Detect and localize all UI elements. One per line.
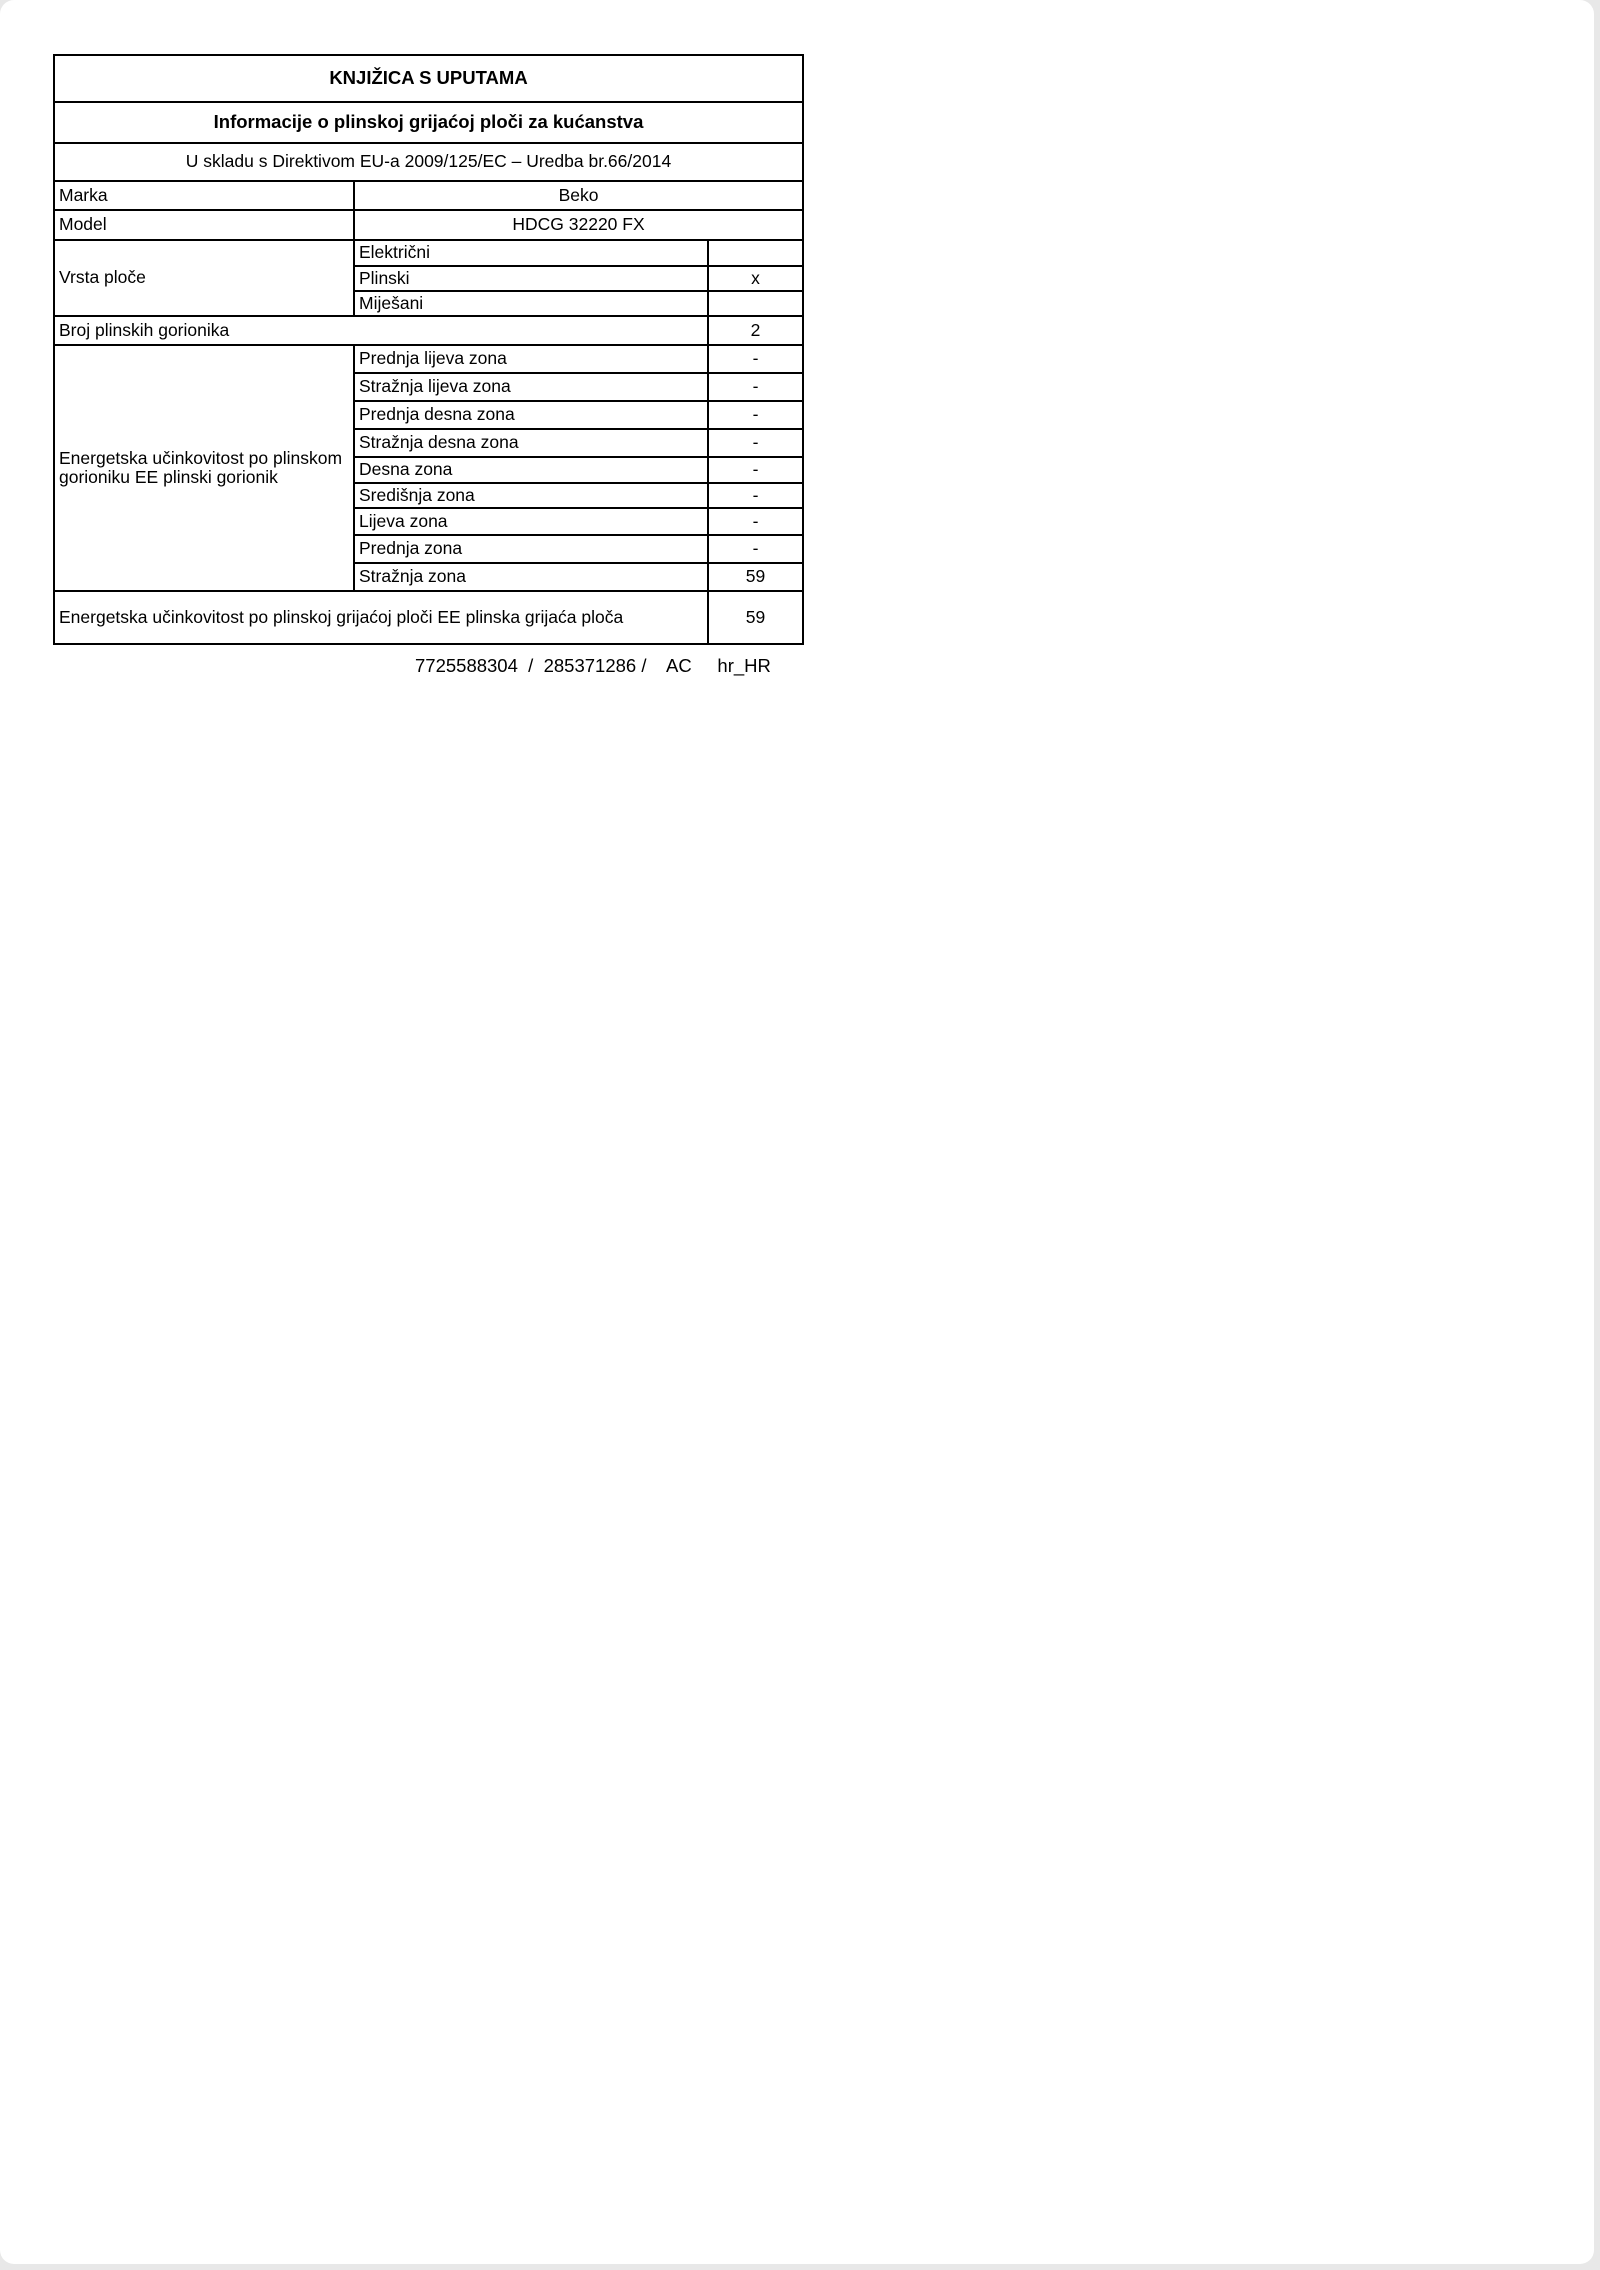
hob-efficiency-value: 59 [708,591,803,644]
hob-type-option-label: Električni [354,240,708,266]
zone-label: Prednja desna zona [354,401,708,429]
hob-type-label: Vrsta ploče [54,240,354,316]
model-value: HDCG 32220 FX [354,210,803,240]
hob-type-option-label: Miješani [354,291,708,316]
product-info-table [53,54,804,645]
hob-type-option-label: Plinski [354,266,708,291]
zone-label: Prednja zona [354,535,708,563]
zone-value: - [708,457,803,483]
burner-efficiency-label: Energetska učinkovitost po plinskom gorioniku EE plinski gorionik [54,345,354,591]
zone-label: Lijeva zona [354,508,708,535]
zone-label: Stražnja zona [354,563,708,591]
zone-row [54,345,803,373]
subtitle-row [54,102,803,143]
zone-value: - [708,401,803,429]
burners-row [54,316,803,345]
zone-label: Prednja lijeva zona [354,345,708,373]
hob-efficiency-label: Energetska učinkovitost po plinskoj grijaćoj ploči EE plinska grijaća ploča [54,591,708,644]
zone-label: Stražnja desna zona [354,429,708,457]
document-title: KNJIŽICA S UPUTAMA [54,55,803,102]
hob-type-option-value [708,240,803,266]
hob-efficiency-row [54,591,803,644]
directive-row [54,143,803,181]
document-subtitle: Informacije o plinskoj grijaćoj ploči za kućanstva [54,102,803,143]
hob-type-option-value [708,291,803,316]
hob-type-row [54,240,803,266]
burners-label: Broj plinskih gorionika [54,316,708,345]
zone-value: - [708,508,803,535]
zone-label: Desna zona [354,457,708,483]
zone-label: Stražnja lijeva zona [354,373,708,401]
brand-row [54,181,803,210]
zone-value: - [708,429,803,457]
brand-value: Beko [354,181,803,210]
zone-value: - [708,535,803,563]
zone-label: Središnja zona [354,483,708,508]
directive-text: U skladu s Direktivom EU-a 2009/125/EC – Uredba br.66/2014 [54,143,803,181]
document-footer-codes: 7725588304 / 285371286 / AC hr_HR [415,655,771,676]
model-row [54,210,803,240]
burners-value: 2 [708,316,803,345]
title-row [54,55,803,102]
hob-type-option-value: x [708,266,803,291]
zone-value: - [708,373,803,401]
brand-label: Marka [54,181,354,210]
zone-value: - [708,345,803,373]
model-label: Model [54,210,354,240]
zone-value: 59 [708,563,803,591]
zone-value: - [708,483,803,508]
